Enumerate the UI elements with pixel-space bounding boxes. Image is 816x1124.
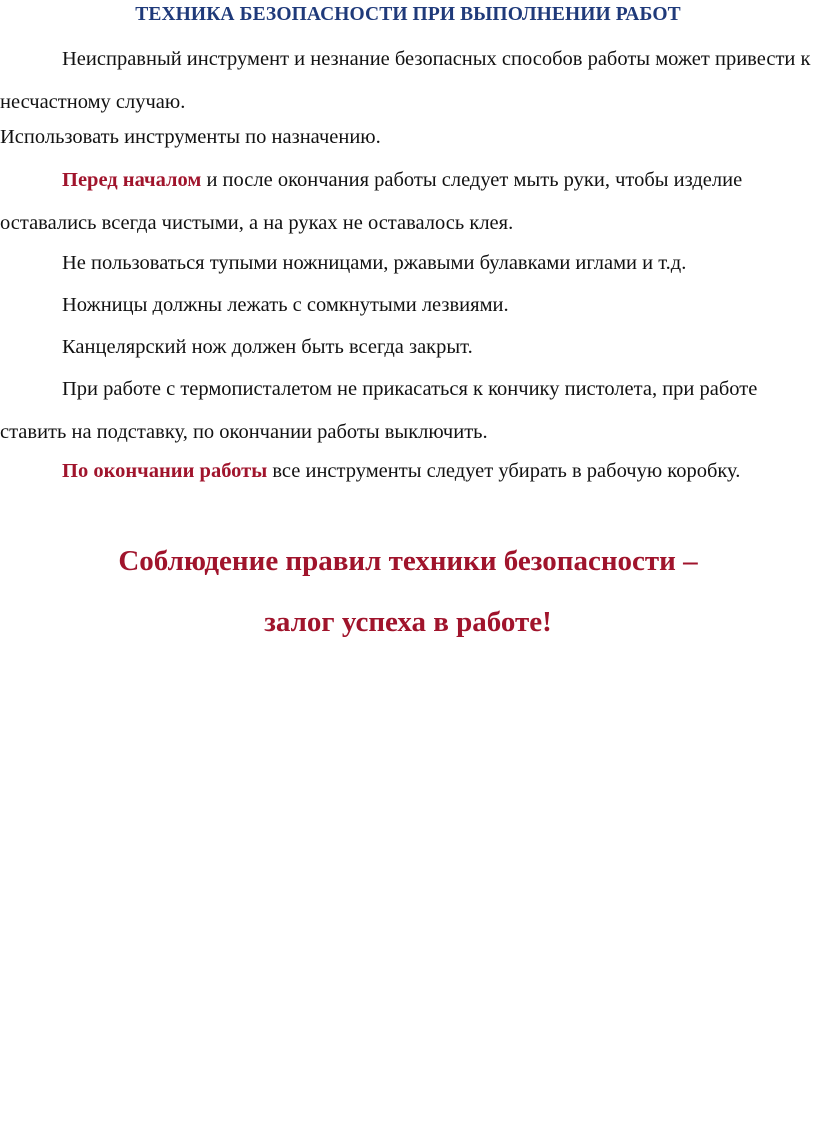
- paragraph-after-work-text: все инструменты следует убирать в рабочую коробку.: [267, 460, 741, 482]
- paragraph-wash-hands-text: и после окончания работы следует мыть руки, чтобы изделие оставались всегда чистыми, а на руках не оставалось клея.: [0, 169, 743, 234]
- highlight-before-start: Перед началом: [62, 169, 202, 191]
- paragraph-wash-hands: [0, 159, 812, 245]
- closing-slogan-line-1: Соблюдение правил техники безопасности –: [118, 545, 698, 577]
- highlight-after-work: По окончании работы: [62, 460, 268, 482]
- paragraph-glue-gun: При работе с термописталетом не прикасаться к кончику пистолета, при работе ставить на подставку, по окончании работы выключить.: [0, 378, 758, 443]
- paragraph-scissors-closed: Ножницы должны лежать с сомкнутыми лезвиями.: [62, 294, 509, 316]
- closing-slogan-line-2: залог успеха в работе!: [264, 606, 552, 638]
- page-title: ТЕХНИКА БЕЗОПАСНОСТИ ПРИ ВЫПОЛНЕНИИ РАБОТ: [135, 4, 681, 25]
- paragraph-after-work: [0, 450, 812, 493]
- paragraph-blunt-scissors: Не пользоваться тупыми ножницами, ржавыми булавками иглами и т.д.: [62, 252, 687, 274]
- paragraph-faulty-tools: Неисправный инструмент и незнание безопасных способов работы может привести к несчастному случаю.: [0, 48, 811, 113]
- paragraph-use-as-intended: Использовать инструменты по назначению.: [0, 126, 381, 148]
- paragraph-knife-closed: Канцелярский нож должен быть всегда закрыт.: [62, 336, 473, 358]
